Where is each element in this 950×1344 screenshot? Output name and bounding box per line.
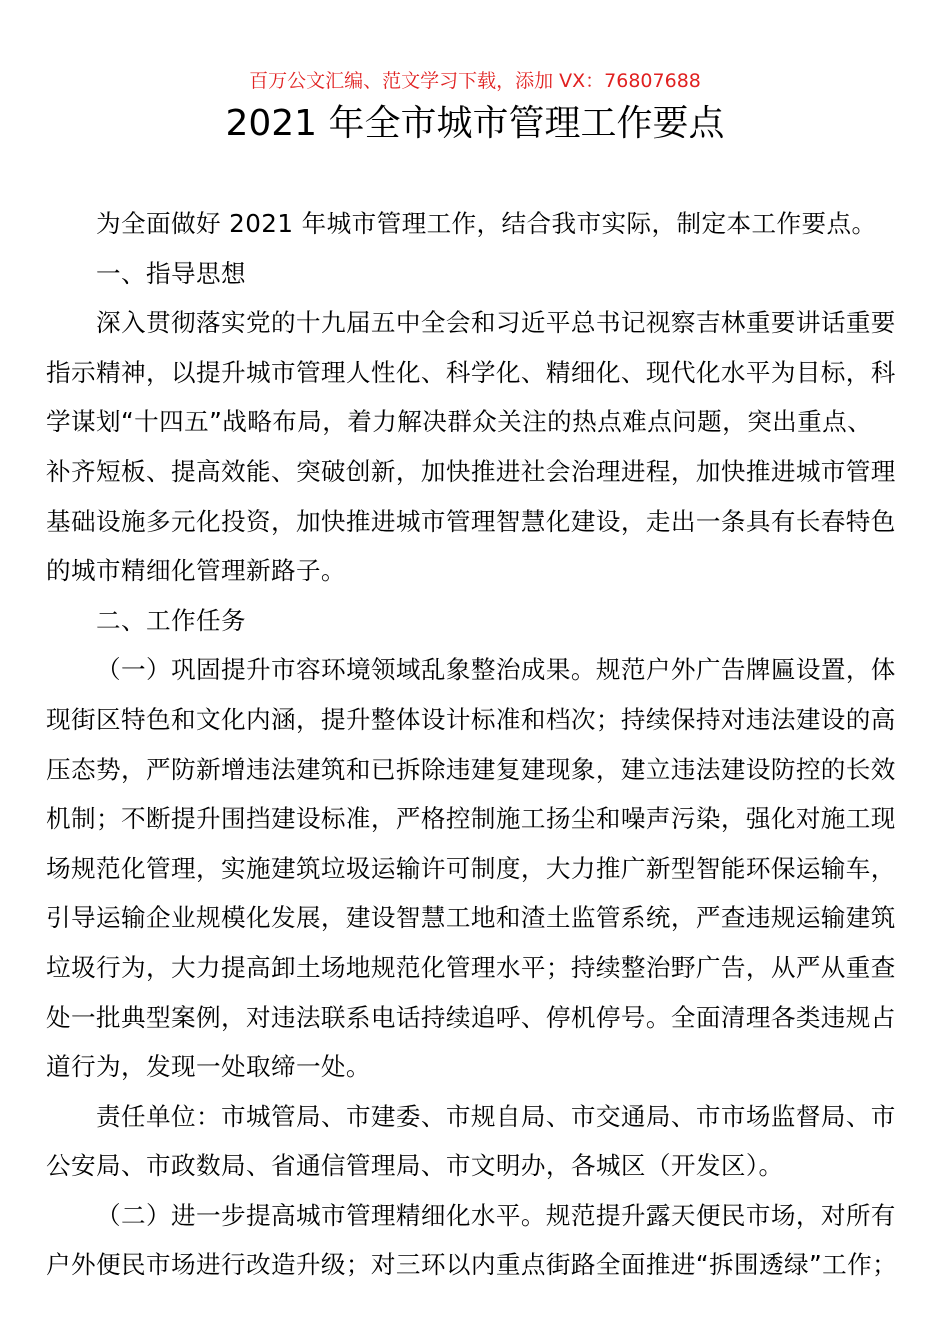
text-line: 户外便民市场进行改造升级；对三环以内重点街路全面推进“拆围透绿”工作；	[46, 1250, 898, 1280]
watermark-banner: 百万公文汇编、范文学习下载，添加 VX：76807688	[249, 70, 701, 92]
responsible-units-paragraph	[46, 1092, 926, 1191]
text-line: 场规范化管理，实施建筑垃圾运输许可制度，大力推广新型智能环保运输车，	[46, 853, 896, 883]
text-line: 道行为，发现一处取缔一处。	[46, 1052, 371, 1082]
intro-paragraph	[46, 199, 926, 249]
text-line: 压态势，严防新增违法建筑和已拆除违建复建现象，建立违法建设防控的长效	[46, 754, 896, 784]
text-line: 为全面做好 2021 年城市管理工作，结合我市实际，制定本工作要点。	[96, 209, 877, 238]
task-two-paragraph	[46, 1191, 926, 1290]
text-line: 处一批典型案例，对违法联系电话持续追呼、停机停号。全面清理各类违规占	[46, 1002, 896, 1032]
text-line: 深入贯彻落实党的十九届五中全会和习近平总书记视察吉林重要讲话重要	[96, 308, 896, 338]
section-heading-guiding-ideology	[46, 249, 926, 299]
text-line: 垃圾行为，大力提高卸土场地规范化管理水平；持续整治野广告，从严从重查	[46, 952, 896, 982]
text-line: 现街区特色和文化内涵，提升整体设计标准和档次；持续保持对违法建设的高	[46, 704, 896, 734]
text-line: 公安局、市政数局、省通信管理局、市文明办，各城区（开发区）。	[46, 1151, 784, 1181]
text-line: （一）巩固提升市容环境领域乱象整治成果。规范户外广告牌匾设置，体	[96, 655, 896, 685]
text-line: （二）进一步提高城市管理精细化水平。规范提升露天便民市场，对所有	[96, 1200, 896, 1230]
task-one-paragraph	[46, 645, 926, 1091]
heading-text: 一、指导思想	[96, 258, 246, 288]
heading-text: 二、工作任务	[96, 605, 246, 635]
section-heading-work-tasks	[46, 596, 926, 646]
text-line: 责任单位：市城管局、市建委、市规自局、市交通局、市市场监督局、市	[96, 1101, 896, 1131]
text-line: 引导运输企业规模化发展，建设智慧工地和渣土监管系统，严查违规运输建筑	[46, 903, 896, 933]
text-line: 补齐短板、提高效能、突破创新，加快推进社会治理进程，加快推进城市管理	[46, 456, 896, 486]
text-line: 机制；不断提升围挡建设标准，严格控制施工扬尘和噪声污染，强化对施工现	[46, 804, 896, 834]
text-line: 的城市精细化管理新路子。	[46, 556, 346, 586]
document-body	[46, 199, 926, 1290]
text-line: 指示精神，以提升城市管理人性化、科学化、精细化、现代化水平为目标，科	[46, 357, 896, 387]
guiding-ideology-paragraph	[46, 298, 926, 596]
document-title: 2021 年全市城市管理工作要点	[225, 103, 725, 144]
text-line: 基础设施多元化投资，加快推进城市管理智慧化建设，走出一条具有长春特色	[46, 506, 896, 536]
text-line: 学谋划“十四五”战略布局，着力解决群众关注的热点难点问题，突出重点、	[46, 407, 873, 437]
